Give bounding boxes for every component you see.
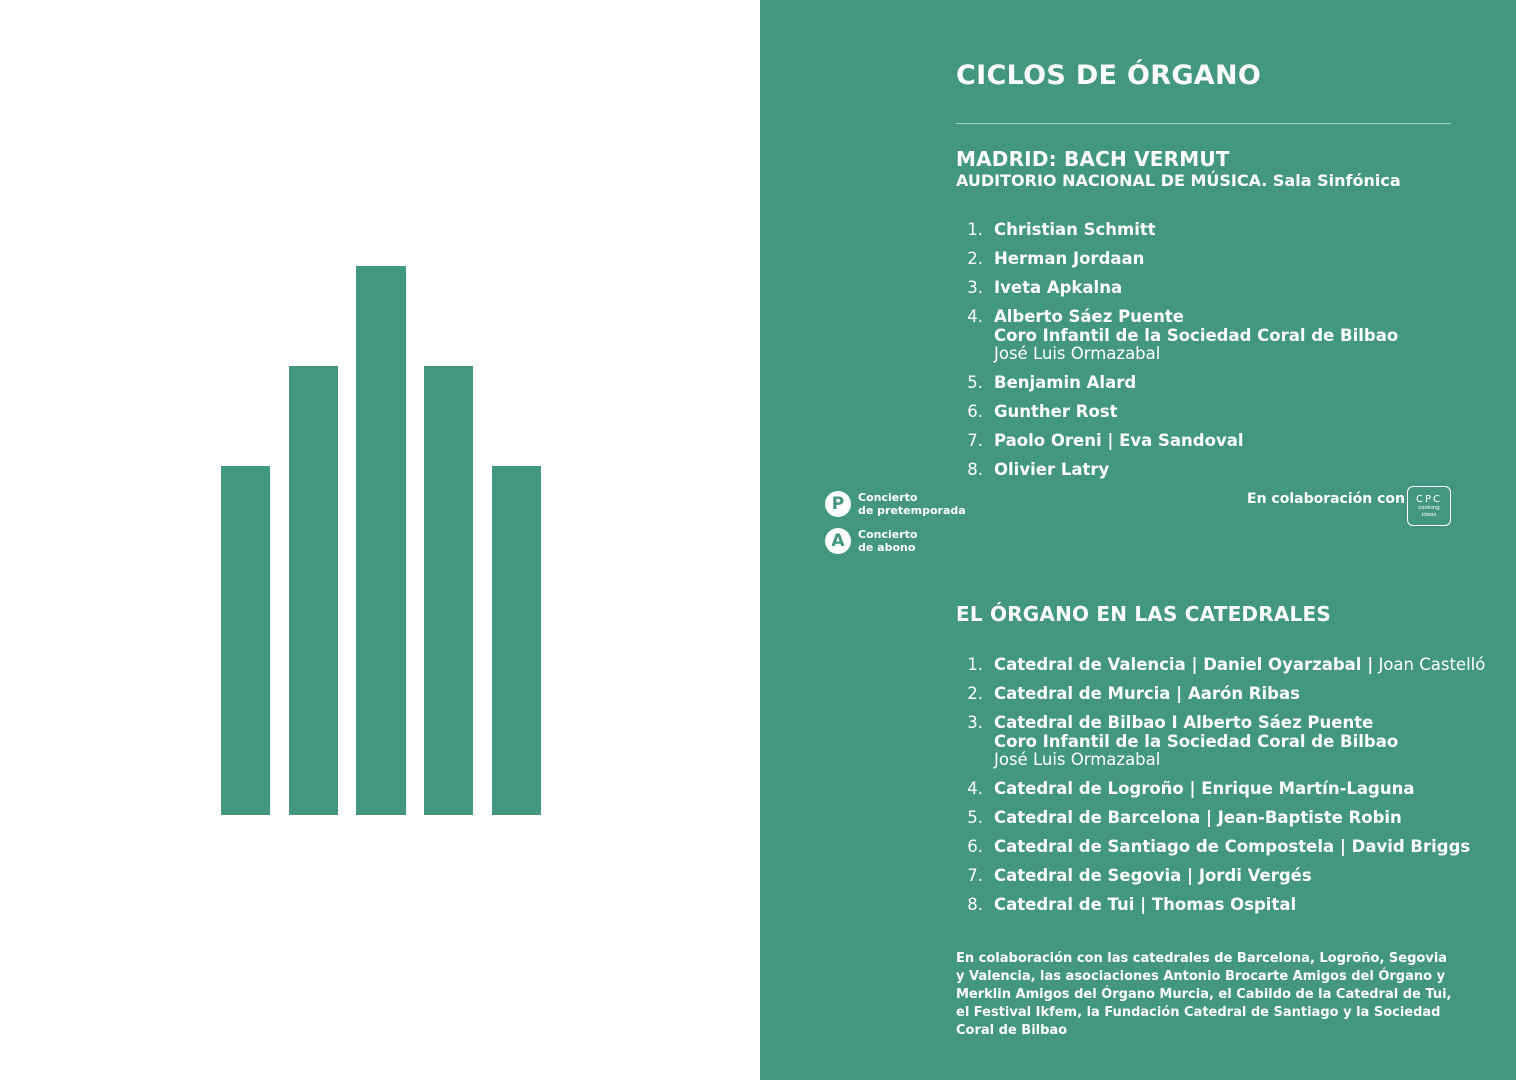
item-number: 8.	[967, 460, 983, 479]
item-number: 4.	[967, 779, 983, 798]
item-text	[994, 403, 1118, 422]
item-text	[994, 896, 1296, 915]
item-number: 6.	[967, 402, 983, 421]
item-performer: Catedral de Barcelona | Jean-Baptiste Robin	[994, 808, 1402, 827]
madrid-concert-list	[956, 221, 1398, 490]
item-performer-line: Coro Infantil de la Sociedad Coral de Bilbao	[994, 731, 1399, 751]
item-conductor: José Luis Ormazabal	[994, 750, 1161, 769]
list-item	[956, 374, 1398, 393]
item-number: 6.	[967, 837, 983, 856]
item-performer-extra: Joan Castelló	[1373, 655, 1486, 674]
item-number: 2.	[967, 249, 983, 268]
item-number: 2.	[967, 684, 983, 703]
item-performer: Catedral de Tui | Thomas Ospital	[994, 895, 1297, 914]
item-text	[994, 279, 1122, 298]
logo-bar	[492, 466, 541, 815]
list-item	[956, 221, 1398, 240]
item-text	[994, 867, 1312, 886]
list-item	[956, 656, 1485, 675]
item-text	[994, 656, 1485, 675]
venue-hall: Sala Sinfónica	[1267, 171, 1401, 190]
item-text	[994, 685, 1300, 704]
right-page	[760, 0, 1516, 1080]
cathedrals-concert-list	[956, 656, 1485, 925]
item-text	[994, 461, 1109, 480]
list-item	[956, 896, 1485, 915]
item-performer: Benjamin Alard	[994, 373, 1137, 392]
venue-name: AUDITORIO NACIONAL DE MÚSICA.	[956, 171, 1268, 190]
item-performer: Catedral de Bilbao I Alberto Sáez Puente	[994, 713, 1374, 732]
logo-bar	[356, 266, 406, 815]
madrid-section-title: MADRID: BACH VERMUT	[956, 147, 1230, 171]
list-item	[956, 809, 1485, 828]
item-text	[994, 432, 1244, 451]
item-performer: Iveta Apkalna	[994, 278, 1123, 297]
item-text	[994, 374, 1136, 393]
item-performer: Catedral de Santiago de Compostela | David Briggs	[994, 837, 1471, 856]
madrid-venue	[956, 171, 1401, 190]
collaboration-label: En colaboración con	[1247, 491, 1405, 507]
item-performer: Catedral de Murcia | Aarón Ribas	[994, 684, 1300, 703]
item-performer: Herman Jordaan	[994, 249, 1145, 268]
legend-subscription-label: Concierto de abono	[858, 528, 918, 554]
list-item	[956, 279, 1398, 298]
list-item	[956, 308, 1398, 364]
list-item	[956, 403, 1398, 422]
legend-preseason	[825, 491, 966, 517]
item-text	[994, 714, 1398, 770]
item-performer: Catedral de Segovia | Jordi Vergés	[994, 866, 1312, 885]
item-text	[994, 838, 1470, 857]
item-number: 3.	[967, 713, 983, 732]
item-performer: Paolo Oreni | Eva Sandoval	[994, 431, 1244, 450]
item-performer	[994, 656, 1485, 675]
list-item	[956, 461, 1398, 480]
item-performer: Christian Schmitt	[994, 220, 1156, 239]
cpc-logo-main: CPC	[1416, 494, 1442, 505]
logo-bar	[424, 366, 473, 815]
item-performer-main: Catedral de Valencia | Daniel Oyarzabal |	[994, 655, 1374, 674]
item-number: 7.	[967, 431, 983, 450]
item-performer: Gunther Rost	[994, 402, 1118, 421]
item-conductor: José Luis Ormazabal	[994, 344, 1161, 363]
subscription-concert-icon: A	[825, 528, 851, 554]
preseason-concert-icon: P	[825, 491, 851, 517]
item-number: 8.	[967, 895, 983, 914]
item-performer-line: Coro Infantil de la Sociedad Coral de Bilbao	[994, 325, 1399, 345]
cpc-logo-sub: cooking ideas	[1418, 505, 1440, 518]
page-title: CICLOS DE ÓRGANO	[956, 60, 1262, 91]
cathedrals-footnote: En colaboración con las catedrales de Barcelona, Logroño, Segovia y Valencia, las asociaciones Antonio Brocarte Amigos del Órgano y Merklin Amigos del Órgano Murcia, el Cabildo de la Catedral de Tui, el Festival Ikfem, la Fundación Catedral de Santiago y la Sociedad Coral de Bilbao	[956, 951, 1452, 1038]
item-performer: Alberto Sáez Puente	[994, 307, 1184, 326]
list-item	[956, 685, 1485, 704]
item-number: 7.	[967, 866, 983, 885]
legend-subscription	[825, 528, 917, 554]
item-text	[994, 250, 1144, 269]
list-item	[956, 250, 1398, 269]
cathedrals-section-title: EL ÓRGANO EN LAS CATEDRALES	[956, 602, 1331, 626]
logo-bar	[289, 366, 338, 815]
title-divider	[956, 123, 1451, 124]
item-performer: Catedral de Logroño | Enrique Martín-Laguna	[994, 779, 1415, 798]
item-number: 5.	[967, 808, 983, 827]
item-number: 3.	[967, 278, 983, 297]
list-item	[956, 838, 1485, 857]
item-text	[994, 221, 1156, 240]
item-number: 1.	[967, 655, 983, 674]
item-text	[994, 809, 1402, 828]
logo-bar	[221, 466, 270, 815]
item-text	[994, 308, 1398, 364]
list-item	[956, 714, 1485, 770]
item-number: 1.	[967, 220, 983, 239]
list-item	[956, 432, 1398, 451]
cpc-cooking-ideas-logo-icon	[1407, 486, 1451, 526]
list-item	[956, 867, 1485, 886]
item-text	[994, 780, 1415, 799]
item-performer: Olivier Latry	[994, 460, 1110, 479]
item-number: 4.	[967, 307, 983, 326]
item-number: 5.	[967, 373, 983, 392]
list-item	[956, 780, 1485, 799]
legend-preseason-label: Concierto de pretemporada	[858, 491, 966, 517]
